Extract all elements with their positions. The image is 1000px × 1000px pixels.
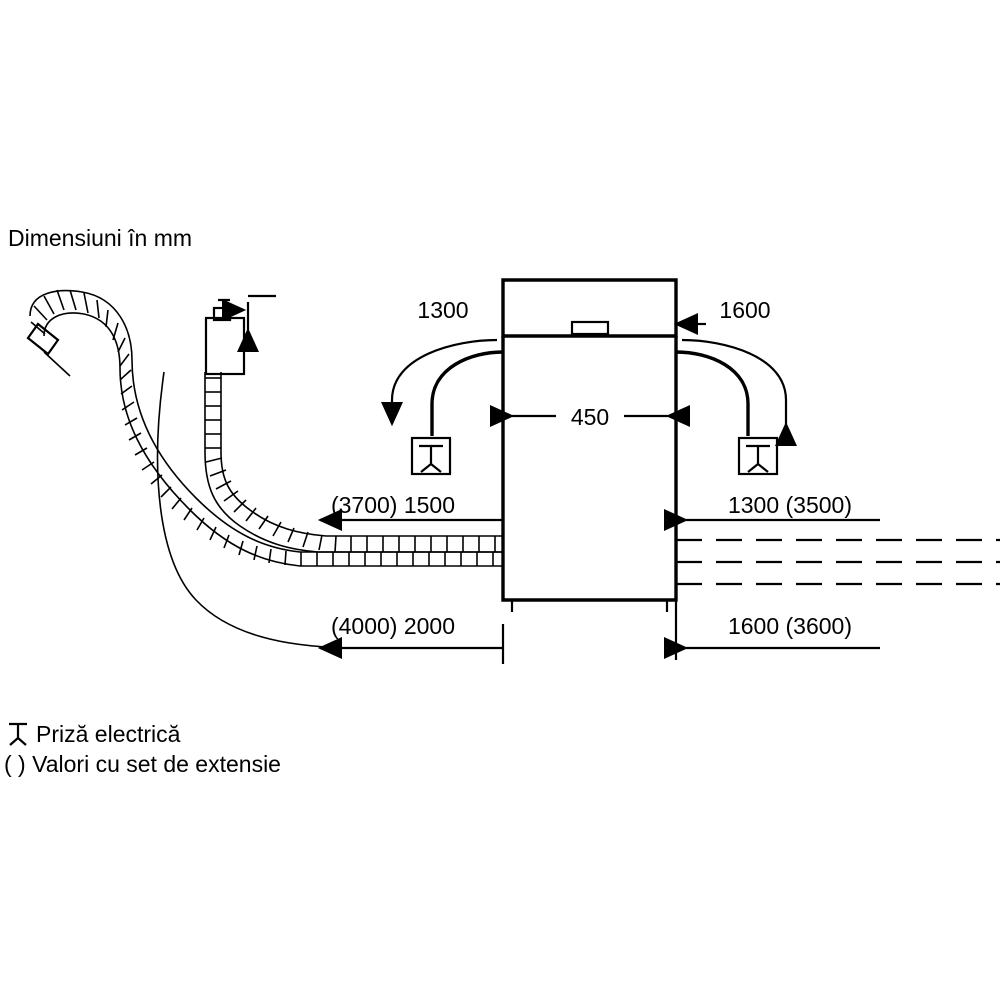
dim-label-appliance-width: 450 bbox=[570, 404, 610, 430]
legend-socket-icon bbox=[9, 724, 27, 745]
dim-label-left-bottom: (4000) 2000 bbox=[330, 613, 456, 639]
legend-extension-label: ( ) Valori cu set de extensie bbox=[4, 751, 281, 777]
aquastop-valve-icon bbox=[206, 300, 272, 374]
right-dashed-hoses bbox=[676, 336, 1000, 600]
power-socket-icon-left bbox=[412, 438, 450, 474]
dim-label-right-top: 1600 bbox=[719, 297, 771, 323]
power-socket-icon-right bbox=[739, 438, 777, 474]
valve-top-arrow bbox=[248, 296, 276, 330]
right-hose-curve bbox=[676, 324, 786, 436]
left-hose-curve bbox=[392, 340, 503, 436]
dim-label-left-mid: (3700) 1500 bbox=[330, 492, 456, 518]
dim-label-right-bottom: 1600 (3600) bbox=[727, 613, 853, 639]
inlet-hose bbox=[205, 372, 503, 562]
dim-label-left-top: 1300 bbox=[417, 297, 469, 323]
legend-socket-label: Priză electrică bbox=[36, 721, 181, 747]
appliance-outline bbox=[503, 280, 676, 612]
dim-label-right-mid: 1300 (3500) bbox=[727, 492, 853, 518]
page-title: Dimensiuni în mm bbox=[8, 225, 193, 251]
